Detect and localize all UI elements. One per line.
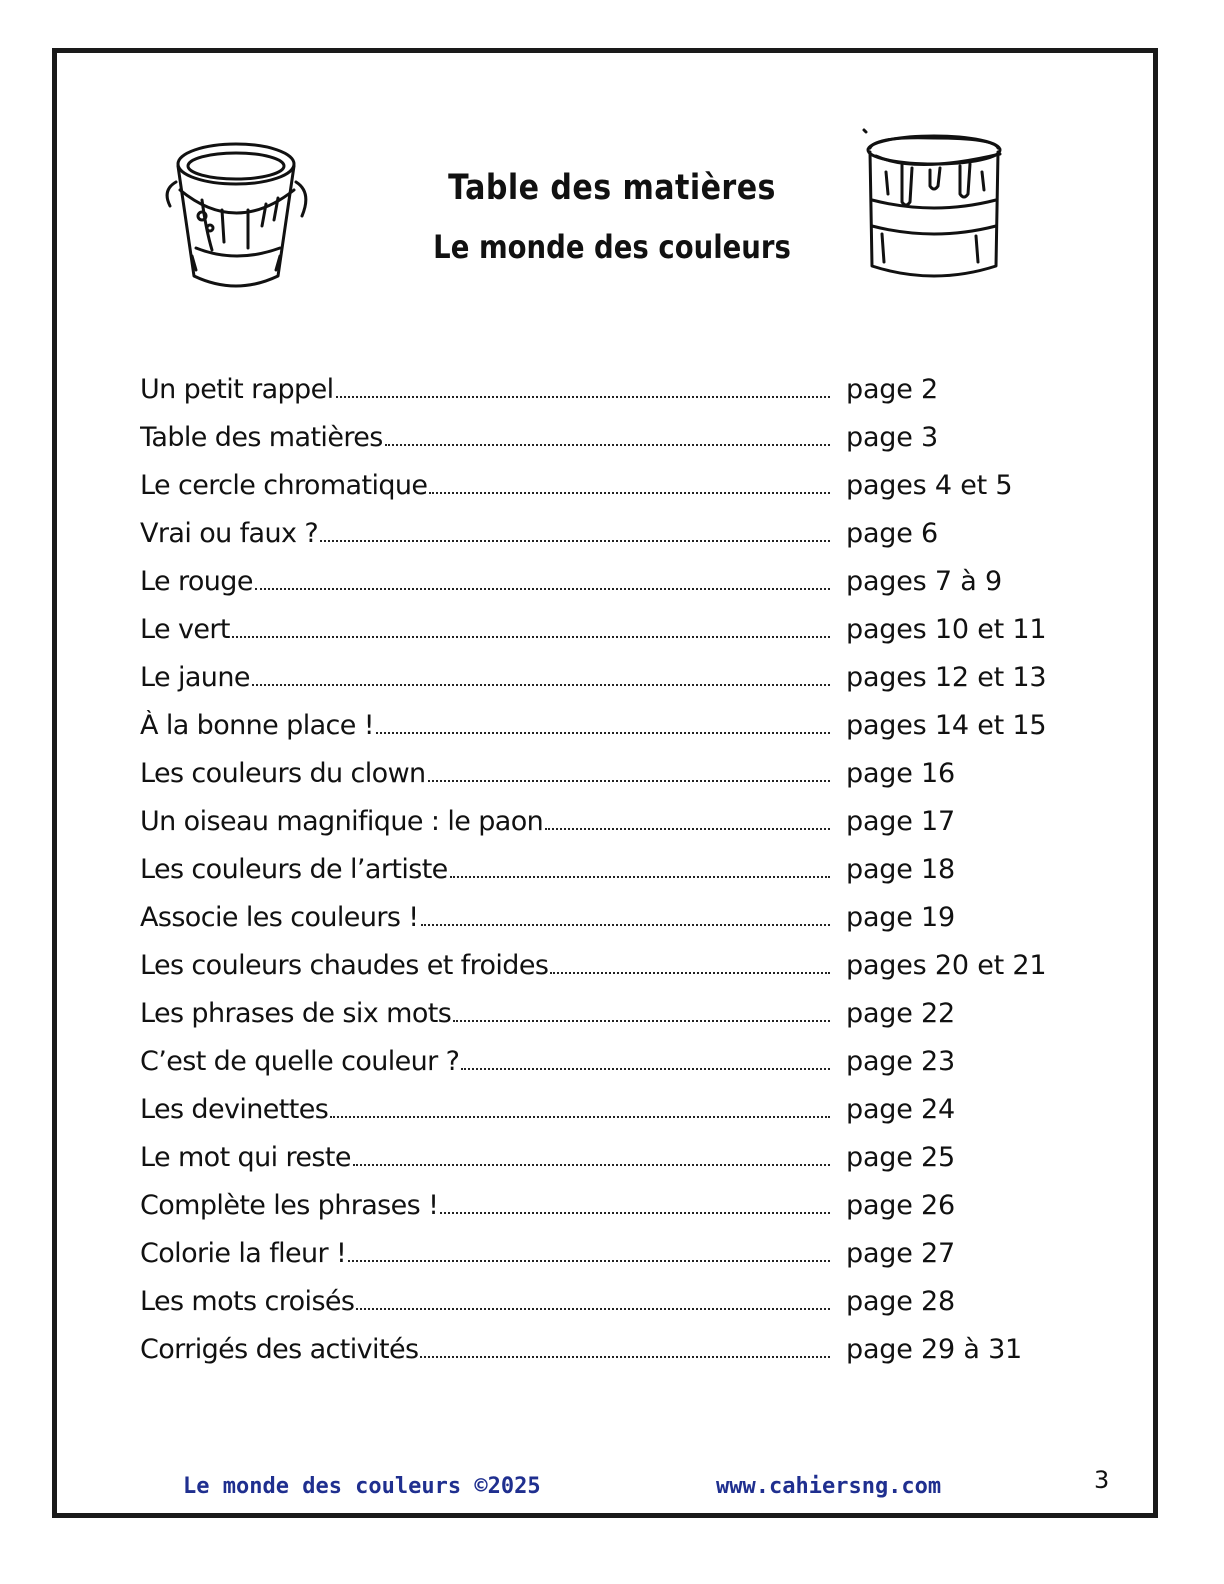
toc-entry-page: page 6 [846,518,938,549]
toc-entry-label: Corrigés des activités [140,1334,419,1365]
toc-entry-label: Colorie la fleur ! [140,1238,347,1269]
toc-entry-page: page 25 [846,1142,955,1173]
toc-entry-label: Complète les phrases ! [140,1190,439,1221]
dot-leader [232,635,830,638]
toc-entry-label: C’est de quelle couleur ? [140,1046,460,1077]
toc-entry-page: page 28 [846,1286,955,1317]
page-title: Table des matières [448,168,776,208]
dot-leader [429,491,830,494]
toc-entry [140,1190,1100,1238]
toc-entry-left [140,710,832,741]
toc-entry-page: page 23 [846,1046,955,1077]
toc-entry-label: Les phrases de six mots [140,998,452,1029]
toc-entry-label: Le mot qui reste [140,1142,351,1173]
toc-entry [140,902,1100,950]
toc-entry [140,422,1100,470]
toc-entry-page: page 29 à 31 [846,1334,1023,1365]
toc-entry-page: page 17 [846,806,955,837]
toc-entry-left [140,1142,832,1173]
dot-leader [376,731,830,734]
toc-entry-label: Les couleurs de l’artiste [140,854,448,885]
toc-entry-page: page 16 [846,758,955,789]
toc-entry [140,1094,1100,1142]
dot-leader [461,1067,830,1070]
toc-entry-page: pages 20 et 21 [846,950,1047,981]
toc-entry [140,1238,1100,1286]
toc-entry-label: Un petit rappel [140,374,334,405]
toc-entry-left [140,470,832,501]
toc-entry [140,1334,1100,1382]
table-of-contents [140,374,1100,1382]
toc-entry [140,950,1100,998]
toc-entry-left [140,1046,832,1077]
toc-entry-label: Vrai ou faux ? [140,518,319,549]
toc-entry-label: Le jaune [140,662,250,693]
dot-leader [545,827,830,830]
toc-entry [140,566,1100,614]
toc-entry-page: page 27 [846,1238,955,1269]
toc-entry-label: Les devinettes [140,1094,329,1125]
toc-entry [140,1142,1100,1190]
toc-entry-label: Le vert [140,614,230,645]
toc-entry-page: page 26 [846,1190,955,1221]
toc-entry-page: page 22 [846,998,955,1029]
toc-entry [140,662,1100,710]
footer-title: Le monde des couleurs ©2025 [183,1474,541,1499]
dot-leader [348,1259,830,1262]
toc-entry-label: Les mots croisés [140,1286,355,1317]
toc-entry-left [140,902,832,933]
page-subtitle: Le monde des couleurs [433,228,791,266]
toc-entry-left [140,1094,832,1125]
dot-leader [252,683,830,686]
toc-entry-page: pages 14 et 15 [846,710,1047,741]
toc-entry-page: page 24 [846,1094,955,1125]
toc-entry-left [140,662,832,693]
toc-entry-left [140,1286,832,1317]
toc-entry [140,470,1100,518]
toc-entry [140,614,1100,662]
dot-leader [440,1211,830,1214]
dot-leader [385,443,830,446]
dot-leader [353,1163,830,1166]
toc-entry [140,854,1100,902]
toc-entry [140,710,1100,758]
toc-entry-page: pages 4 et 5 [846,470,1013,501]
dot-leader [428,779,830,782]
toc-entry [140,806,1100,854]
toc-entry [140,1046,1100,1094]
toc-entry-page: pages 10 et 11 [846,614,1047,645]
page-number: 3 [1094,1466,1110,1494]
toc-entry-page: pages 12 et 13 [846,662,1047,693]
toc-entry-page: page 3 [846,422,938,453]
toc-entry-left [140,518,832,549]
toc-entry-left [140,1334,832,1365]
footer-website-link[interactable]: www.cahiersng.com [716,1474,942,1499]
toc-entry-label: Un oiseau magnifique : le paon [140,806,544,837]
toc-entry-label: À la bonne place ! [140,710,375,741]
dot-leader [450,875,830,878]
toc-entry-label: Le cercle chromatique [140,470,428,501]
toc-entry-left [140,1238,832,1269]
dot-leader [420,1355,830,1358]
dot-leader [320,539,830,542]
toc-entry-left [140,806,832,837]
toc-entry-page: page 18 [846,854,955,885]
dot-leader [453,1019,830,1022]
toc-entry-page: page 2 [846,374,938,405]
toc-entry-page: page 19 [846,902,955,933]
toc-entry-label: Associe les couleurs ! [140,902,419,933]
toc-entry-left [140,422,832,453]
toc-entry-left [140,566,832,597]
paint-bucket-icon [162,130,316,298]
dot-leader [330,1115,830,1118]
toc-entry-left [140,998,832,1029]
toc-entry-left [140,950,832,981]
toc-entry-left [140,758,832,789]
dot-leader [255,587,830,590]
toc-entry-label: Table des matières [140,422,383,453]
toc-entry [140,1286,1100,1334]
toc-entry [140,374,1100,422]
toc-entry-page: pages 7 à 9 [846,566,1002,597]
toc-entry-left [140,1190,832,1221]
toc-entry-left [140,614,832,645]
paint-can-icon [856,124,1006,288]
toc-entry-left [140,374,832,405]
toc-entry-label: Le rouge [140,566,253,597]
toc-entry-label: Les couleurs chaudes et froides [140,950,549,981]
toc-entry [140,518,1100,566]
toc-entry [140,998,1100,1046]
dot-leader [336,395,830,398]
toc-entry-label: Les couleurs du clown [140,758,426,789]
toc-entry-left [140,854,832,885]
toc-entry [140,758,1100,806]
dot-leader [550,971,830,974]
dot-leader [421,923,830,926]
dot-leader [356,1307,830,1310]
